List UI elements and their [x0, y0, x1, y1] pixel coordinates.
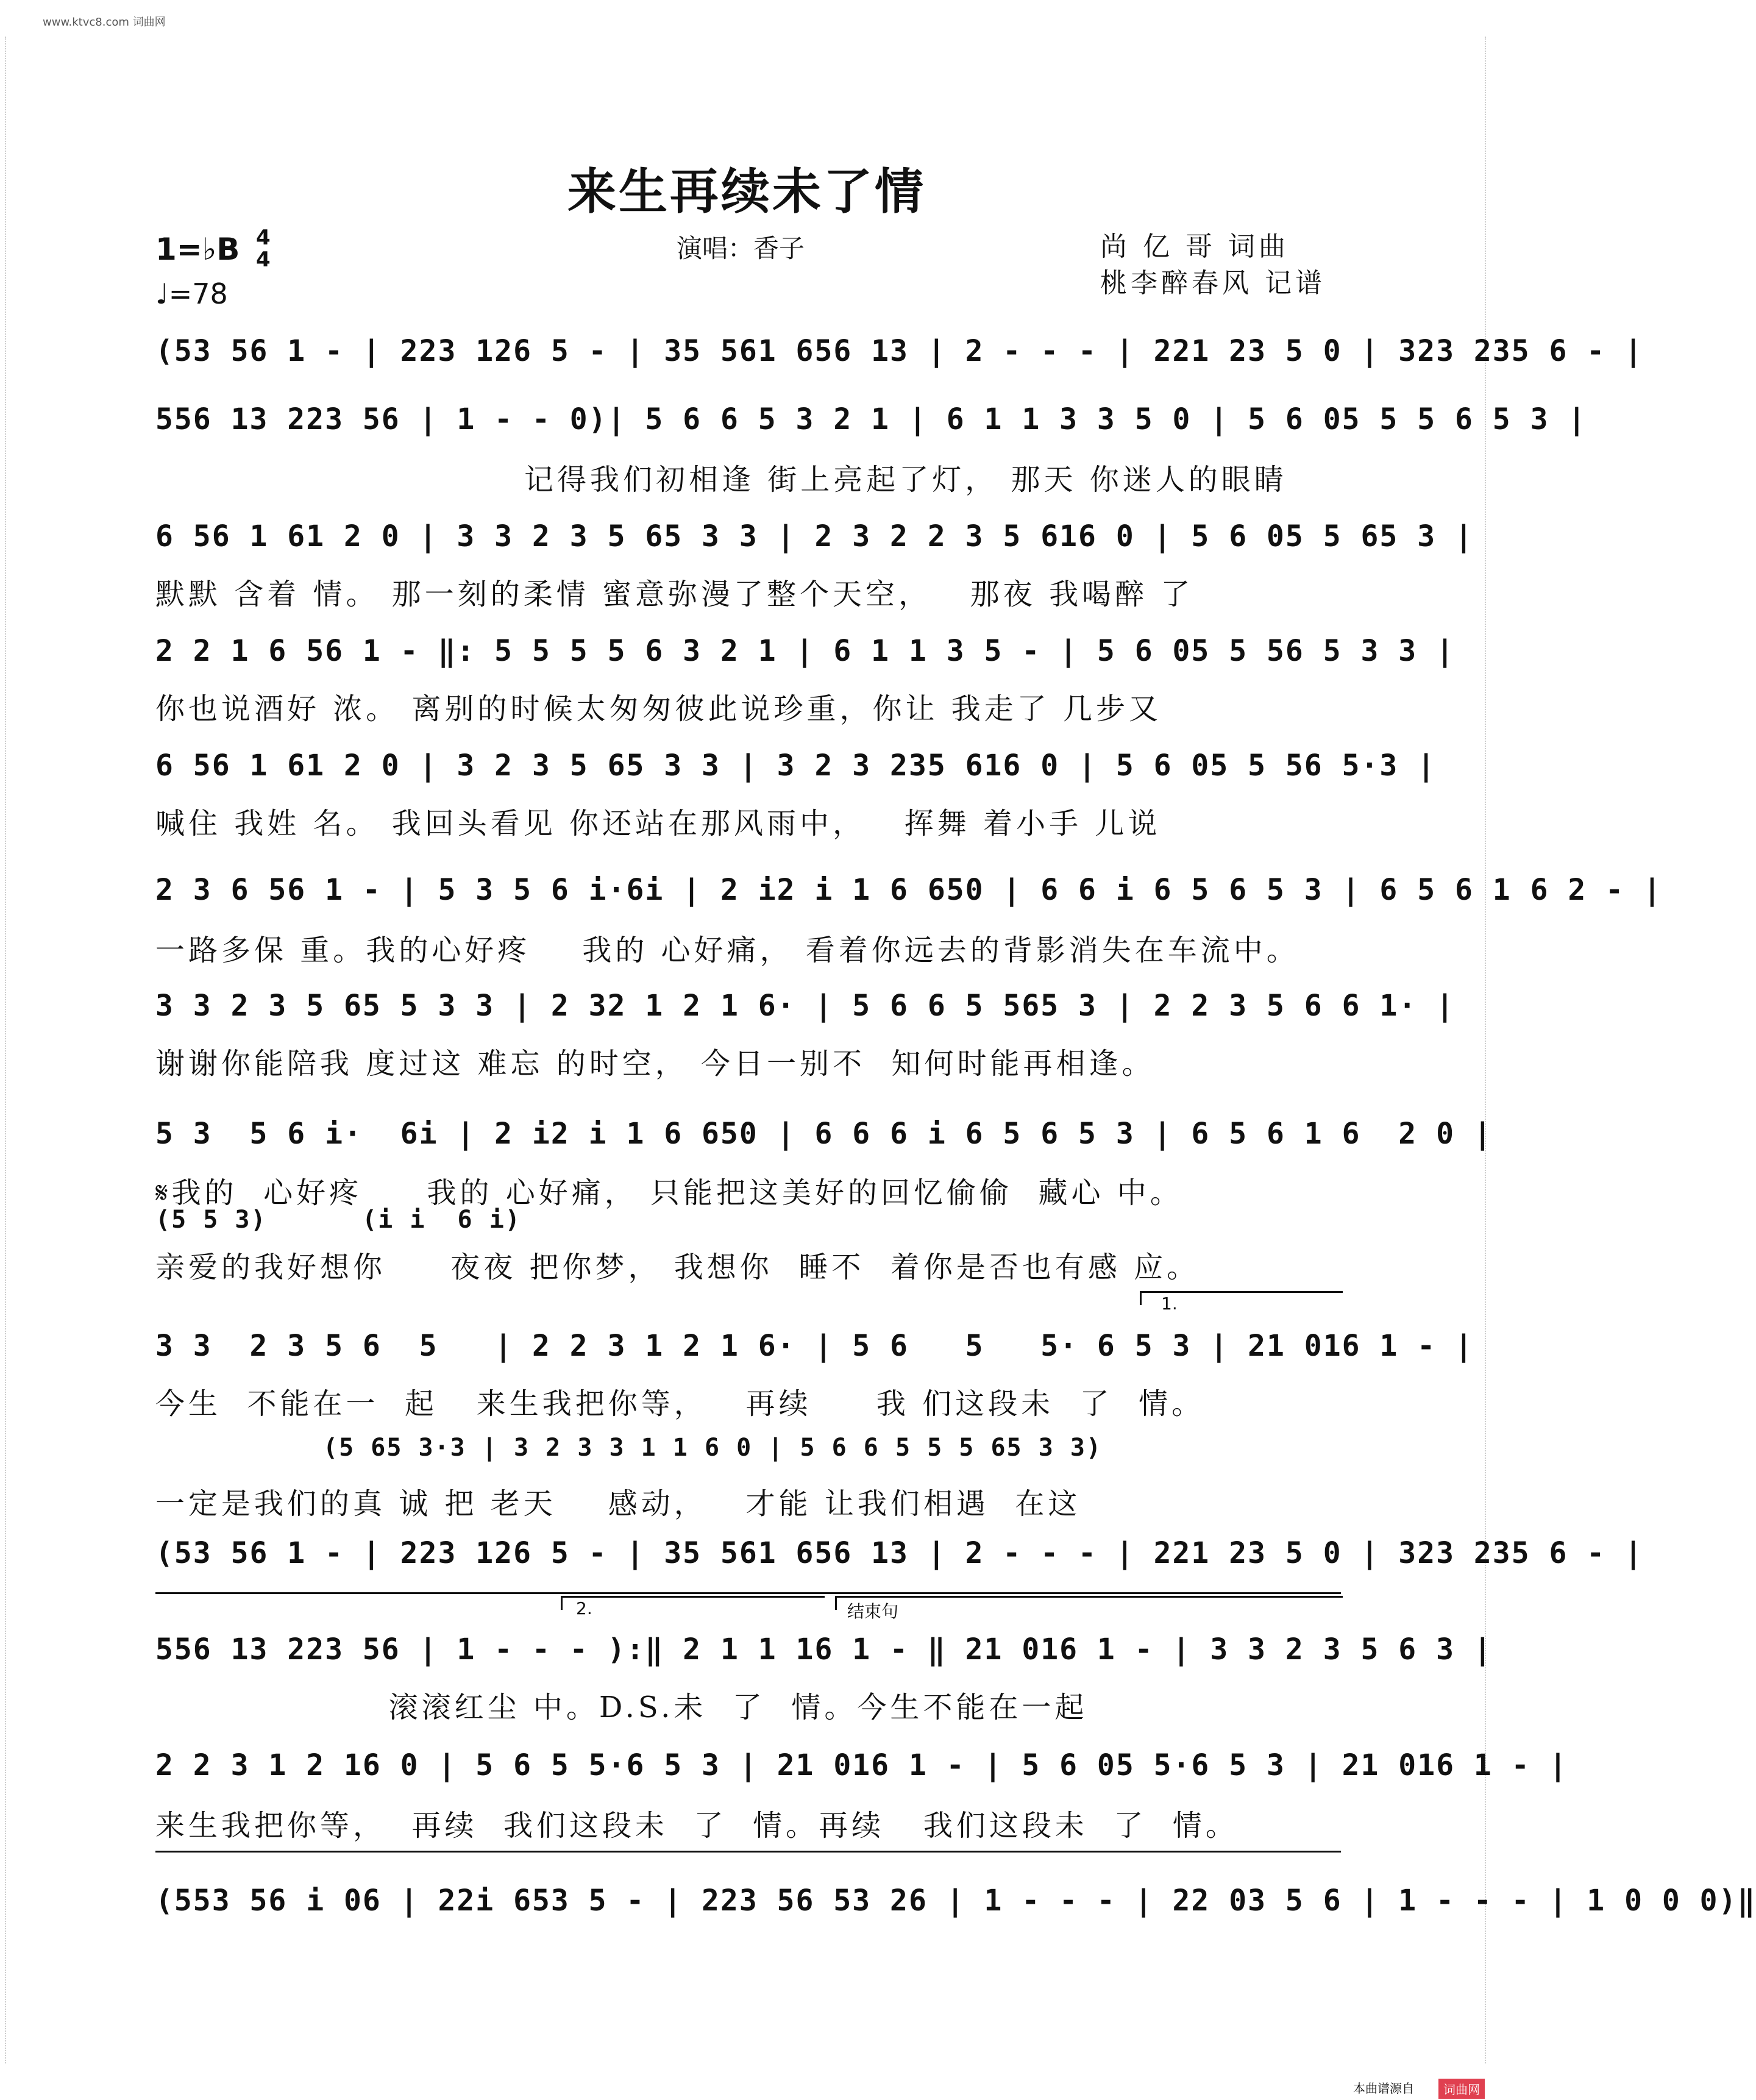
outro-divider-line [155, 1851, 1341, 1853]
notation-row-1: (53 56 1 - | 223 126 5 - | 35 561 656 13 | 2 - - - | 221 23 5 0 | 323 235 6 - | [155, 334, 1643, 368]
notation-row-10: (53 56 1 - | 223 126 5 - | 35 561 656 13 | 2 - - - | 221 23 5 0 | 323 235 6 - | [155, 1536, 1643, 1570]
author-credits [1100, 229, 1326, 302]
coda-label: 结束句 [847, 1601, 899, 1621]
time-signature-bottom: 4 [256, 247, 271, 272]
notation-row-12: 2 2 3 1 2 16 0 | 5 6 5 5·6 5 3 | 21 016 1 - | 5 6 05 5·6 5 3 | 21 016 1 - | [155, 1748, 1568, 1782]
notation-row-6: 2 3 6 56 1 - | 5 3 5 6 i·6i | 2 i2 i 1 6 650 | 6 6 i 6 5 6 5 3 | 6 5 6 1 6 2 - | [155, 873, 1662, 907]
lyrics-row-6: 一路多保 重。我的心好疼 我的 心好痛， 看着你远去的背影消失在车流中。 [155, 933, 1299, 967]
lyrics-row-9: 今生 不能在一 起 来生我把你等， 再续 我 们这段未 了 情。 [155, 1387, 1205, 1421]
alt-notation-row-8: (5 5 3) (i i 6 i) [155, 1206, 521, 1234]
notation-row-11: 556 13 223 56 | 1 - - - ):‖ 2 1 1 16 1 - ‖ 21 016 1 - | 3 3 2 3 5 6 3 | [155, 1632, 1493, 1667]
alt-notation-row-9: (5 65 3·3 | 3 2 3 3 1 1 6 0 | 5 6 6 5 5 5 65 3 3) [323, 1434, 1103, 1462]
composer-line: 尚 亿 哥 词曲 [1100, 231, 1289, 262]
left-margin-dots [5, 37, 10, 2063]
singer-credit: 演唱：香子 [677, 233, 805, 263]
lyrics-row-3: 默默 含着 情。 那一刻的柔情 蜜意弥漫了整个天空， 那夜 我喝醉 了 [155, 577, 1194, 611]
lyrics-row-8: 𝄋我的 心好疼 我的 心好痛， 只能把这美好的回忆偷偷 藏心 中。 [155, 1176, 1183, 1210]
notation-row-7: 3 3 2 3 5 65 5 3 3 | 2 32 1 2 1 6· | 5 6 6 5 565 3 | 2 2 3 5 6 6 1· | [155, 989, 1455, 1023]
notation-row-9: 3 3 2 3 5 6 5 | 2 2 3 1 2 1 6· | 5 6 5 5· 6 5 3 | 21 016 1 - | [155, 1329, 1474, 1363]
notation-row-5: 6 56 1 61 2 0 | 3 2 3 5 65 3 3 | 3 2 3 235 616 0 | 5 6 05 5 56 5·3 | [155, 749, 1437, 783]
time-signature-top: 4 [256, 226, 271, 250]
notation-row-3: 6 56 1 61 2 0 | 3 3 2 3 5 65 3 3 | 2 3 2 2 3 5 616 0 | 5 6 05 5 65 3 | [155, 519, 1474, 553]
lyrics-row-12: 来生我把你等， 再续 我们这段未 了 情。再续 我们这段未 了 情。 [155, 1809, 1239, 1843]
lyrics-row-11: 滚滚红尘 中。D.S.未 了 情。今生不能在一起 [155, 1690, 1088, 1724]
tempo-marking: ♩=78 [155, 277, 228, 310]
notation-row-8: 5 3 5 6 i· 6i | 2 i2 i 1 6 650 | 6 6 6 i 6 5 6 5 3 | 6 5 6 1 6 2 0 | [155, 1117, 1493, 1151]
first-ending-label: 1. [1161, 1294, 1178, 1314]
footer-site-badge: 词曲网 [1438, 2079, 1485, 2099]
second-ending-label: 2. [576, 1598, 592, 1618]
lyrics-row-5: 喊住 我姓 名。 我回头看见 你还站在那风雨中， 挥舞 着小手 儿说 [155, 806, 1161, 841]
alt-lyrics-row-8: 亲爱的我好想你 夜夜 把你梦， 我想你 睡不 着你是否也有感 应。 [155, 1250, 1200, 1284]
notation-row-13: (553 56 i 06 | 22i 653 5 - | 223 56 53 26 | 1 - - - | 22 03 5 6 | 1 - - - | 1 0 0 0)‖ [155, 1884, 1756, 1918]
site-url: www.ktvc8.com 词曲网 [43, 16, 166, 29]
notation-row-2: 556 13 223 56 | 1 - - 0)| 5 6 6 5 3 2 1 | 6 1 1 3 3 5 0 | 5 6 05 5 5 6 5 3 | [155, 402, 1587, 436]
coda-bracket [835, 1596, 1343, 1610]
lyrics-row-7: 谢谢你能陪我 度过这 难忘 的时空， 今日一别不 知何时能再相逢。 [155, 1047, 1155, 1081]
song-title: 来生再续未了情 [567, 163, 926, 220]
staff-divider-line [155, 1592, 1341, 1594]
lyrics-row-4: 你也说酒好 浓。 离别的时候太匆匆彼此说珍重，你让 我走了 几步又 [155, 692, 1162, 726]
lyrics-row-2: 记得我们初相逢 街上亮起了灯， 那天 你迷人的眼睛 [524, 463, 1287, 497]
footer-source-text: 本曲谱源自 [1353, 2081, 1414, 2096]
transcriber-line: 桃李醉春风 记谱 [1100, 268, 1326, 299]
time-signature [256, 227, 271, 271]
alt-lyrics-row-9: 一定是我们的真 诚 把 老天 感动， 才能 让我们相遇 在这 [155, 1487, 1081, 1521]
key-signature: 1=♭B [155, 232, 240, 267]
notation-row-4: 2 2 1 6 56 1 - ‖: 5 5 5 5 6 3 2 1 | 6 1 1 3 5 - | 5 6 05 5 56 5 3 3 | [155, 634, 1455, 668]
second-ending-bracket [561, 1596, 825, 1610]
